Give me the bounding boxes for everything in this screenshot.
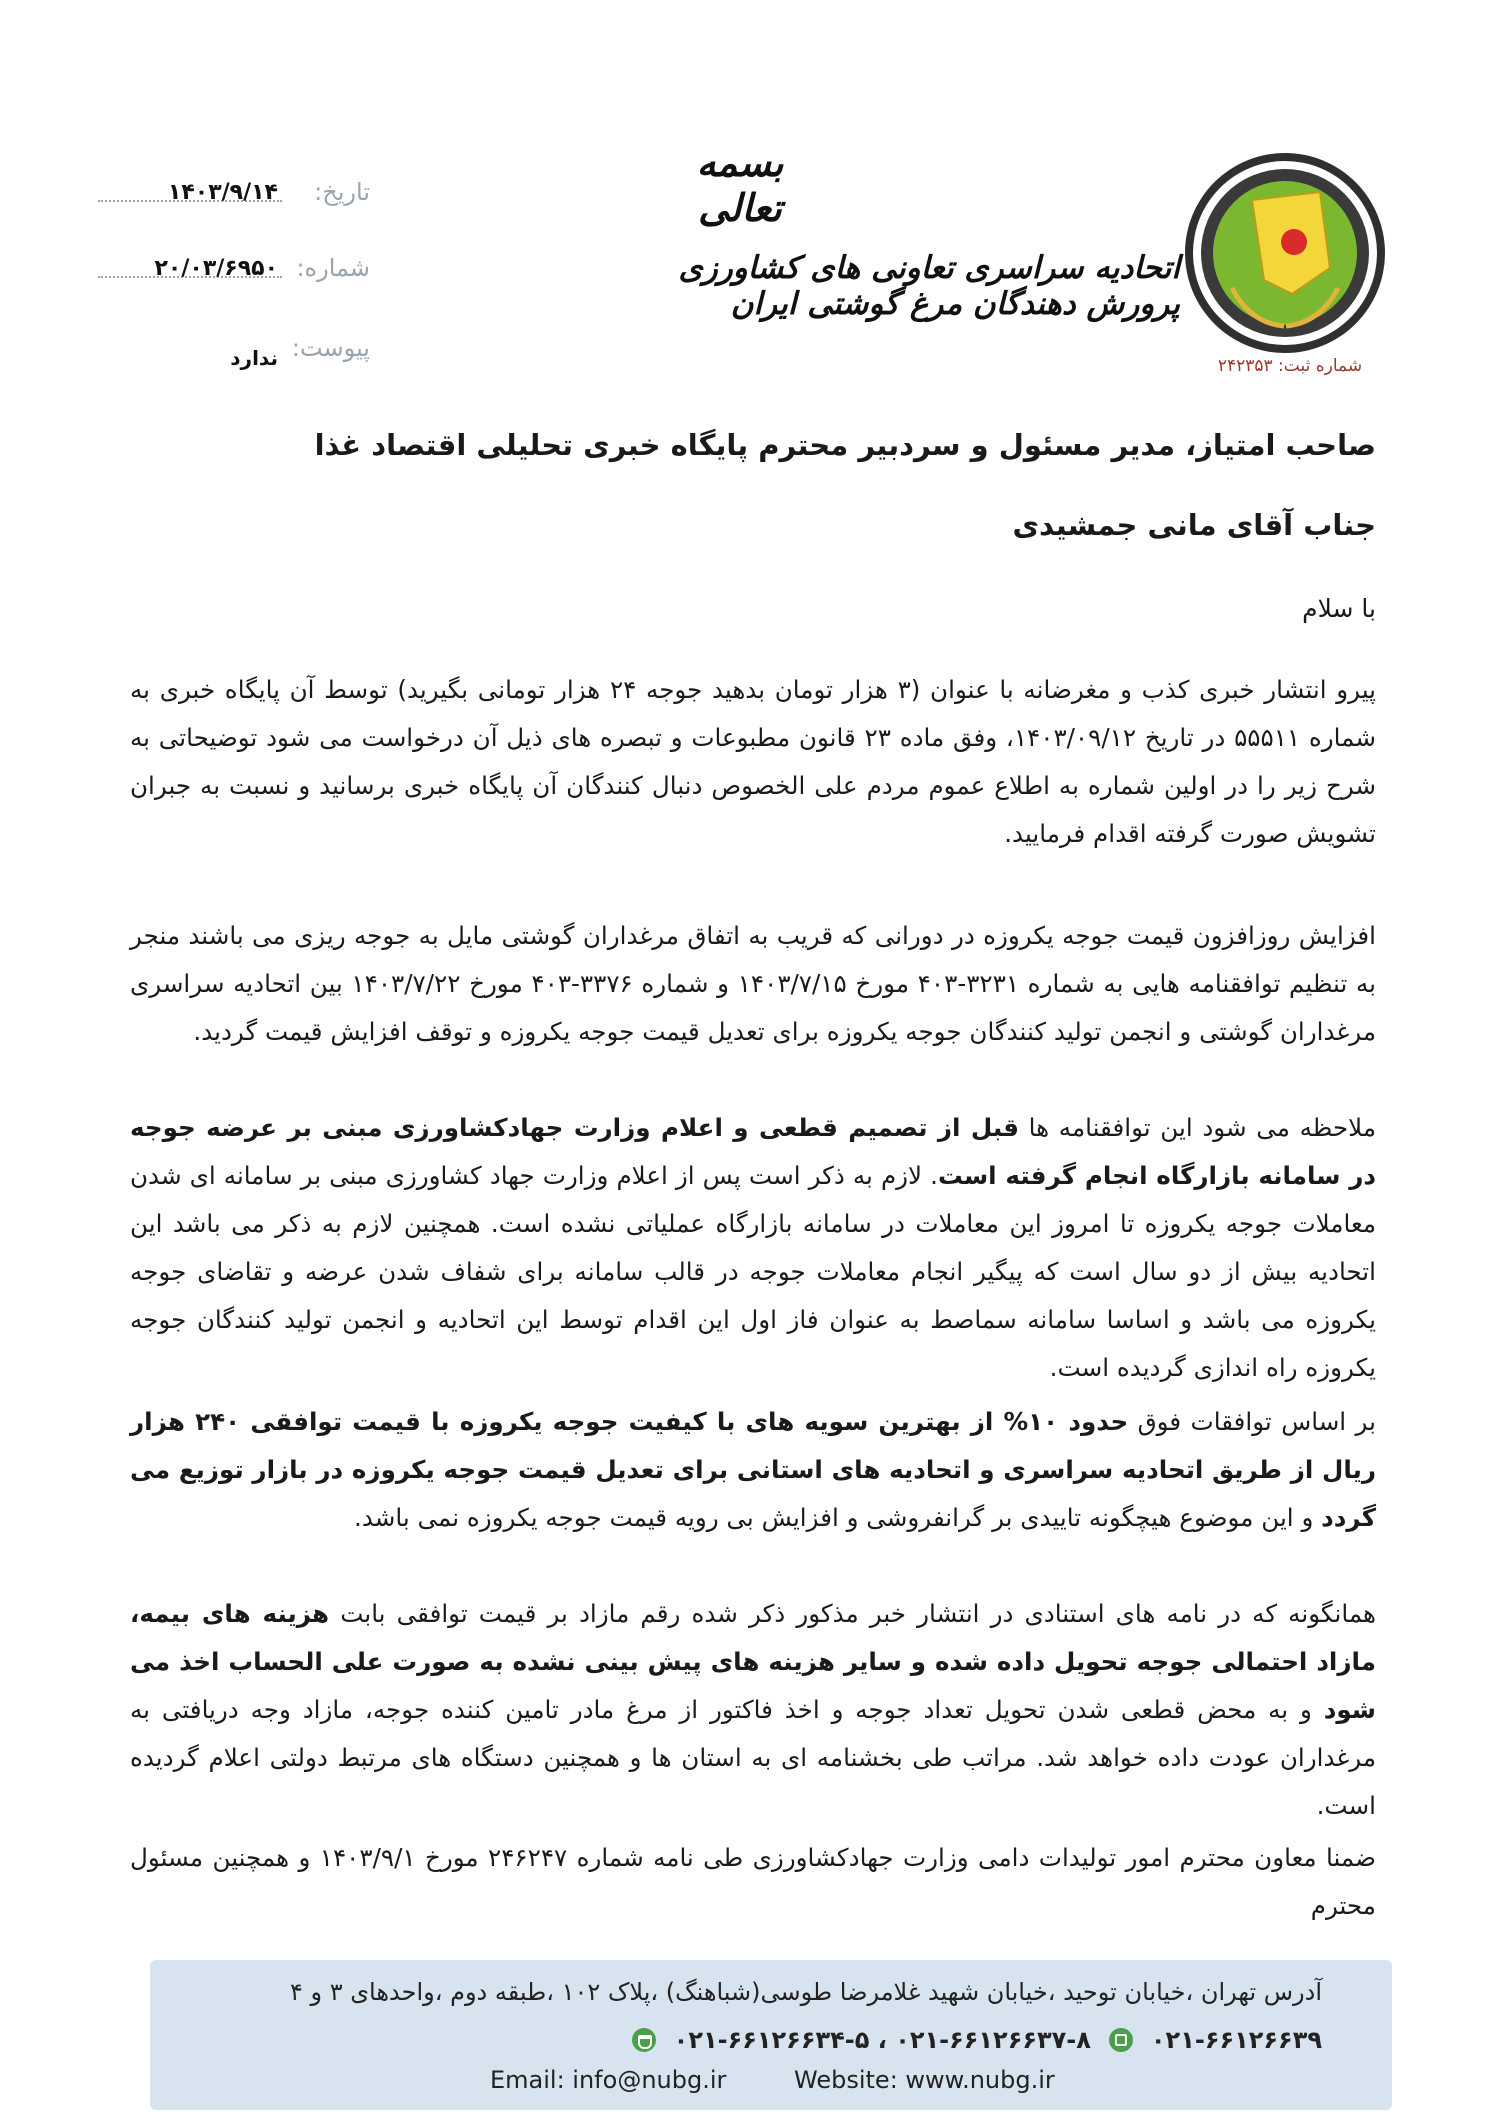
organization-name: اتحادیه سراسری تعاونی های کشاورزی پرورش دهندگان مرغ گوشتی ایران <box>678 250 1180 322</box>
attachment-label: پیوست: <box>291 334 370 362</box>
logo-red-dot <box>1281 229 1307 255</box>
footer-fax: ۰۲۱-۶۶۱۲۶۶۳۹ <box>1150 2026 1322 2054</box>
paragraph-4-bold: حدود ۱۰% از بهترین سویه های با کیفیت جوجه یکروزه با قیمت توافقی ۲۴۰ هزار ریال از طریق اتحادیه سراسری و اتحادیه های استانی برای تعدیل قیمت جوجه یکروزه در بازار توزیع می گردد <box>130 1407 1376 1532</box>
addressee-line: صاحب امتیاز، مدیر مسئول و سردبیر محترم پایگاه خبری تحلیلی اقتصاد غذا <box>314 428 1376 462</box>
letterhead-footer <box>150 1960 1392 2110</box>
date-field <box>140 178 370 228</box>
paragraph-4 <box>130 1398 1376 1542</box>
paragraph-5-lead: همانگونه که در نامه های استنادی در انتشار خبر مذکور ذکر شده رقم مازاد بر قیمت توافقی بابت <box>329 1599 1377 1628</box>
registration-number: شماره ثبت: ۲۴۲۳۵۳ <box>1217 356 1363 376</box>
paragraph-4-rest: و این موضوع هیچگونه تاییدی بر گرانفروشی و افزایش بی رویه قیمت جوجه یکروزه نمی باشد. <box>354 1503 1322 1532</box>
footer-website[interactable]: Website: www.nubg.ir <box>794 2066 1055 2094</box>
footer-contact-row <box>632 2022 1322 2058</box>
attachment-field <box>140 334 370 384</box>
paragraph-6: ضمنا معاون محترم امور تولیدات دامی وزارت جهادکشاورزی طی نامه شماره ۲۴۶۲۴۷ مورخ ۱۴۰۳/۹/۱ و همچنین مسئول محترم <box>130 1843 1376 1920</box>
paragraph-2: افزایش روزافزون قیمت جوجه یکروزه در دورانی که قریب به اتفاق مرغداران گوشتی مایل به جوجه ریزی می باشند منجر به تنظیم توافقنامه هایی به شماره ۳۲۳۱-۴۰۳ مورخ ۱۴۰۳/۷/۱۵ و شماره ۳۳۷۶-۴۰۳ مورخ ۱۴۰۳/۷/۲۲ بین اتحادیه سراسری مرغداران گوشتی و انجمن تولید کنندگان جوجه یکروزه برای تعدیل قیمت جوجه یکروزه و توقف افزایش قیمت گردید. <box>130 921 1376 1046</box>
paragraph-4-lead: بر اساس توافقات فوق <box>1128 1407 1376 1436</box>
basmala-heading: بسمه تعالی <box>696 140 784 230</box>
paragraph-3-bold: قبل از تصمیم قطعی و اعلام وزارت جهادکشاورزی مبنی بر عرضه جوجه در سامانه بازارگاه انجام گرفته است <box>130 1113 1376 1190</box>
date-label: تاریخ: <box>314 178 370 206</box>
date-value: ۱۴۰۳/۹/۱۴ <box>167 180 278 205</box>
paragraph-5 <box>130 1590 1376 1830</box>
paragraph-1: پیرو انتشار خبری کذب و مغرضانه با عنوان (۳ هزار تومان بدهید جوجه ۲۴ هزار تومانی بگیرید) توسط آن پایگاه خبری به شماره ۵۵۵۱۱ در تاریخ ۱۴۰۳/۰۹/۱۲، وفق ماده ۲۳ قانون مطبوعات و تبصره های ذیل آن درخواست می شود توضیحاتی به شرح زیر را در اولین شماره به اطلاع عموم مردم علی الخصوص دنبال کنندگان آن پایگاه خبری برسانید و نسبت به جبران تشویش صورت گرفته اقدام فرمایید. <box>130 675 1376 848</box>
greeting: با سلام <box>1302 594 1376 623</box>
footer-address: آدرس تهران ،خیابان توحید ،خیابان شهید غلامرضا طوسی(شباهنگ) ،پلاک ۱۰۲ ،طبقه دوم ،واحدهای ۳ و ۴ <box>290 1978 1322 2006</box>
paragraph-3 <box>130 1104 1376 1392</box>
fax-icon <box>1109 2028 1133 2052</box>
attachment-value: ندارد <box>230 346 278 370</box>
addressee-name: جناب آقای مانی جمشیدی <box>1012 508 1376 542</box>
number-value: ۲۰/۰۳/۶۹۵۰ <box>154 256 278 281</box>
footer-phones: ۰۲۱-۶۶۱۲۶۶۳۷-۸ ، ۰۲۱-۶۶۱۲۶۶۳۴-۵ <box>673 2026 1091 2054</box>
paragraph-5-bold: هزینه های بیمه، مازاد احتمالی جوجه تحویل داده شده و سایر هزینه های پیش بینی نشده به صورت علی الحساب اخذ می شود <box>130 1599 1376 1724</box>
number-label: شماره: <box>296 254 370 282</box>
organization-logo <box>1180 148 1390 378</box>
number-field <box>140 254 370 304</box>
footer-email[interactable]: Email: info@nubg.ir <box>490 2066 727 2094</box>
phone-icon <box>632 2028 656 2052</box>
paragraph-3-rest: . لازم به ذکر است پس از اعلام وزارت جهاد کشاورزی مبنی بر سامانه ای شدن معاملات جوجه یکروزه تا امروز این معاملات در سامانه بازارگاه عملیاتی نشده است. همچنین لازم به ذکر می باشد این اتحادیه بیش از دو سال است که پیگیر انجام معاملات جوجه در قالب سامانه برای شفاف شدن عرضه و تقاضای جوجه یکروزه می باشد و اساسا سامانه سماصط به عنوان فاز اول این اقدام توسط این اتحادیه و انجمن تولید کنندگان جوجه یکروزه راه اندازی گردیده است. <box>130 1161 1376 1382</box>
footer-web-row <box>490 2066 1115 2094</box>
paragraph-3-lead: ملاحظه می شود این توافقنامه ها <box>1018 1113 1376 1142</box>
paragraph-5-rest: و به محض قطعی شدن تحویل تعداد جوجه و اخذ فاکتور از مرغ مادر تامین کننده جوجه، مازاد وجه دریافتی به مرغداران عودت داده خواهد شد. مراتب طی بخشنامه ای به استان ها و همچنین دستگاه های مرتبط دولتی اعلام گردیده است. <box>130 1695 1376 1820</box>
